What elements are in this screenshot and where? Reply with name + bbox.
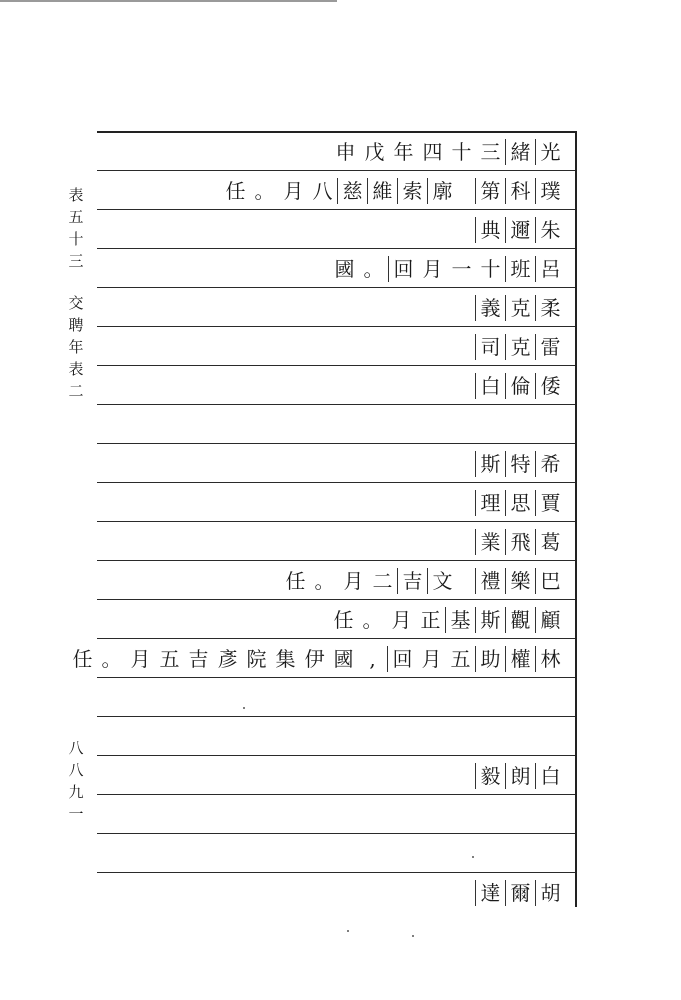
table-row — [97, 172, 575, 210]
glyph: 吉 — [397, 568, 427, 594]
glyph: 班 — [505, 256, 535, 282]
glyph: 八 — [312, 178, 333, 203]
glyph: 樂 — [505, 568, 535, 594]
glyph: 集 — [275, 646, 296, 671]
glyph: 任 — [72, 646, 93, 671]
glyph: 巴 — [535, 568, 565, 594]
glyph: 一 — [451, 256, 472, 281]
glyph: 飛 — [505, 529, 535, 555]
row-entry — [475, 211, 565, 248]
scan-speck — [243, 707, 245, 709]
table-row — [97, 133, 575, 171]
glyph: 二 — [372, 568, 393, 593]
glyph: 戊 — [364, 139, 385, 164]
glyph: 理 — [475, 490, 505, 516]
glyph: 爾 — [505, 880, 535, 906]
glyph: 慈 — [337, 178, 367, 204]
glyph: 毅 — [475, 763, 505, 789]
glyph: 雷 — [535, 334, 565, 360]
glyph: 白 — [535, 763, 565, 789]
glyph: 光 — [535, 139, 565, 165]
table-row — [97, 796, 575, 834]
glyph: 禮 — [475, 568, 505, 594]
glyph: 典 — [475, 217, 505, 243]
glyph: 文 — [427, 568, 457, 594]
glyph: 十 — [480, 256, 501, 281]
table-row — [97, 601, 575, 639]
row-entry — [475, 445, 565, 482]
row-entry — [475, 328, 565, 365]
glyph: 彥 — [217, 646, 238, 671]
glyph: 司 — [475, 334, 505, 360]
glyph: 克 — [505, 334, 535, 360]
glyph: 任 — [333, 607, 354, 632]
glyph: 達 — [475, 880, 505, 906]
table-row — [97, 523, 575, 561]
scan-speck — [412, 935, 414, 937]
table-row — [97, 874, 575, 911]
glyph: 。 — [314, 568, 335, 593]
table-row — [97, 328, 575, 366]
glyph: , — [369, 646, 376, 671]
scan-speck — [347, 930, 349, 932]
glyph: 。 — [362, 607, 383, 632]
glyph: 朗 — [505, 763, 535, 789]
glyph: 月 — [421, 646, 442, 671]
glyph: 特 — [505, 451, 535, 477]
row-entry — [475, 289, 565, 326]
row-entry — [281, 562, 565, 599]
glyph: 維 — [367, 178, 397, 204]
glyph: 月 — [343, 568, 364, 593]
margin-page-number: 八八九一 — [68, 739, 84, 823]
glyph: 三 — [480, 139, 501, 164]
scan-speck — [472, 856, 474, 858]
glyph: 國 — [333, 646, 354, 671]
glyph: 。 — [254, 178, 275, 203]
margin-table-number: 表五十三 — [68, 186, 84, 270]
glyph: 胡 — [535, 880, 565, 906]
table-right-border — [575, 131, 577, 907]
table-row — [97, 757, 575, 795]
table-row — [97, 406, 575, 444]
glyph: 權 — [505, 646, 535, 672]
glyph: 吉 — [188, 646, 209, 671]
glyph: 璞 — [535, 178, 565, 204]
glyph: 朱 — [535, 217, 565, 243]
glyph: 白 — [475, 373, 505, 399]
glyph: 思 — [505, 490, 535, 516]
glyph: 柔 — [535, 295, 565, 321]
glyph: 正 — [420, 607, 441, 632]
glyph: 邇 — [505, 217, 535, 243]
glyph: 月 — [422, 256, 443, 281]
scan-top-edge — [0, 0, 337, 2]
glyph: 克 — [505, 295, 535, 321]
row-entry — [475, 874, 565, 911]
glyph: 。 — [363, 256, 384, 281]
glyph: 義 — [475, 295, 505, 321]
glyph: 緒 — [505, 139, 535, 165]
glyph: 觀 — [505, 607, 535, 633]
table-row — [97, 289, 575, 327]
glyph: 月 — [283, 178, 304, 203]
glyph: 申 — [335, 139, 356, 164]
table-row — [97, 445, 575, 483]
glyph: 五 — [159, 646, 180, 671]
glyph: 斯 — [475, 451, 505, 477]
table-row — [97, 835, 575, 873]
glyph: 五 — [450, 646, 471, 671]
glyph: 賈 — [535, 490, 565, 516]
glyph: 希 — [535, 451, 565, 477]
table-row — [97, 211, 575, 249]
glyph: 月 — [391, 607, 412, 632]
table-row — [97, 718, 575, 756]
glyph: 年 — [393, 139, 414, 164]
glyph: 第 — [475, 178, 505, 204]
glyph: 四 — [422, 139, 443, 164]
row-entry — [329, 601, 565, 638]
glyph: 任 — [285, 568, 306, 593]
row-entry — [475, 367, 565, 404]
table-row — [97, 679, 575, 717]
glyph: 業 — [475, 529, 505, 555]
margin-table-title: 交聘年表二 — [68, 294, 84, 400]
glyph: 任 — [225, 178, 246, 203]
table-row — [97, 367, 575, 405]
row-entry — [330, 250, 565, 287]
glyph: 廓 — [427, 178, 457, 204]
row-entry — [221, 172, 565, 209]
glyph: 十 — [451, 139, 472, 164]
glyph: 林 — [535, 646, 565, 672]
glyph: 伊 — [304, 646, 325, 671]
glyph: 科 — [505, 178, 535, 204]
glyph: 基 — [445, 607, 475, 633]
row-entry — [475, 523, 565, 560]
table-row — [97, 484, 575, 522]
table-row — [72, 640, 575, 678]
glyph: 月 — [130, 646, 151, 671]
row-entry — [68, 640, 565, 677]
glyph: 院 — [246, 646, 267, 671]
glyph: 國 — [334, 256, 355, 281]
glyph: 回 — [388, 256, 418, 282]
glyph: 回 — [387, 646, 417, 672]
row-entry — [475, 757, 565, 794]
glyph: 。 — [101, 646, 122, 671]
glyph: 斯 — [475, 607, 505, 633]
row-entry — [331, 133, 565, 170]
table-row — [97, 562, 575, 600]
glyph: 呂 — [535, 256, 565, 282]
glyph: 索 — [397, 178, 427, 204]
glyph: 倫 — [505, 373, 535, 399]
glyph: 助 — [475, 646, 505, 672]
row-entry — [475, 484, 565, 521]
glyph: 葛 — [535, 529, 565, 555]
glyph: 倭 — [535, 373, 565, 399]
table-row — [97, 250, 575, 288]
glyph: 顧 — [535, 607, 565, 633]
